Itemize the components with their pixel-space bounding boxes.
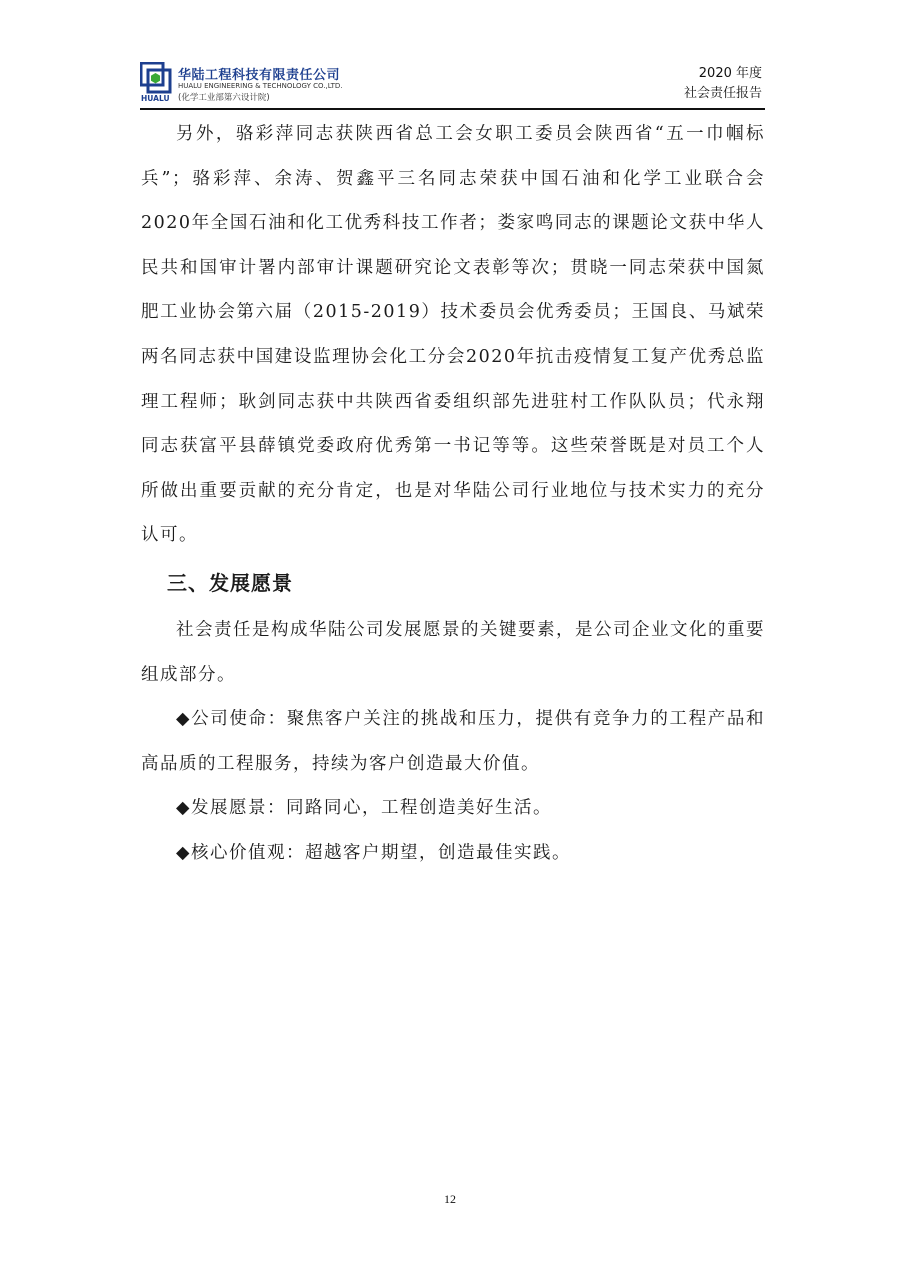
mission-item [141, 697, 765, 786]
diamond-bullet-icon: ◆ [176, 709, 192, 730]
values-text: 超越客户期望，创造最佳实践。 [304, 842, 571, 863]
report-title [684, 64, 762, 104]
mission-text: 聚焦客户关注的挑战和压力，提供有竞争力的工程产品和高品质的工程服务，持续为客户创造最大价值。 [141, 709, 765, 774]
page-number: 12 [444, 1192, 456, 1206]
page-header [140, 60, 762, 108]
mission-label: 公司使命： [191, 709, 287, 730]
vision-item [141, 786, 765, 831]
honors-paragraph: 另外，骆彩萍同志获陕西省总工会女职工委员会陕西省“五一巾帼标兵”；骆彩萍、余涛、贺鑫平三名同志荣获中国石油和化学工业联合会2020年全国石油和化工优秀科技工作者；娄家鸣同志的课题论文获中华人民共和国审计署内部审计课题研究论文表彰等次；贯晓一同志荣获中国氮肥工业协会第六届（2015-2019）技术委员会优秀委员；王国良、马斌荣两名同志获中国建设监理协会化工分会2020年抗击疫情复工复产优秀总监理工程师；耿剑同志获中共陕西省委组织部先进驻村工作队队员；代永翔同志获富平县薛镇党委政府优秀第一书记等等。这些荣誉既是对员工个人所做出重要贡献的充分肯定，也是对华陆公司行业地位与技术实力的充分认可。 [141, 124, 765, 546]
vision-intro-paragraph: 社会责任是构成华陆公司发展愿景的关键要素，是公司企业文化的重要组成部分。 [141, 619, 765, 685]
values-item [141, 831, 765, 876]
section-heading-vision: 三、发展愿景 [167, 570, 293, 595]
diamond-bullet-icon: ◆ [176, 798, 191, 819]
company-subtitle: (化学工业部第六设计院) [178, 93, 270, 103]
report-name: 社会责任报告 [683, 86, 762, 101]
report-year: 2020 年度 [698, 66, 762, 81]
values-label: 核心价值观： [190, 842, 305, 863]
page-content [141, 112, 765, 876]
hualu-logo-icon [140, 62, 172, 102]
vision-text: 同路同心，工程创造美好生活。 [285, 798, 552, 819]
company-name-cn: 华陆工程科技有限责任公司 [178, 68, 341, 83]
logo-wordmark: HUALU [141, 94, 170, 102]
vision-label: 发展愿景： [190, 798, 286, 819]
company-name-en: HUALU ENGINEERING & TECHNOLOGY CO.,LTD. [178, 82, 343, 90]
header-divider [140, 108, 765, 110]
diamond-bullet-icon: ◆ [176, 842, 191, 863]
